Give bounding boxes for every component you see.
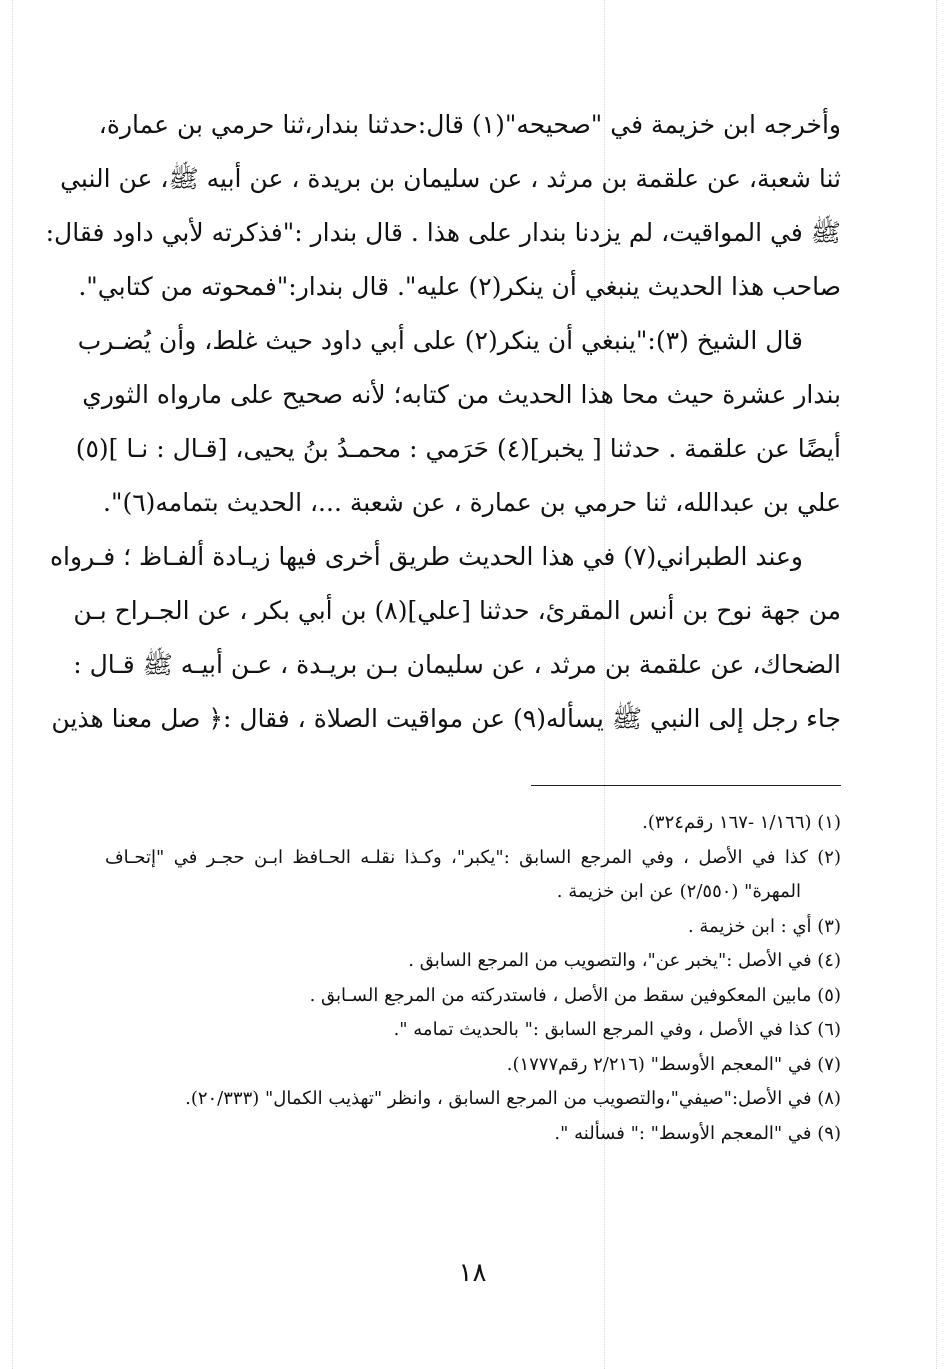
footnotes	[105, 806, 841, 1151]
body-line: صاحب هذا الحديث ينبغي أن ينكر(٢) عليه". قال بندار:"فمحوته من كتابي".	[78, 272, 841, 301]
footnote-item: (١) (١/١٦٦ -١٦٧ رقم٣٢٤).	[642, 812, 841, 833]
body-line: وأخرجه ابن خزيمة في "صحيحه"(١) قال:حدثنا بندار،ثنا حرمي بن عمارة،	[98, 110, 841, 139]
body-line: ثنا شعبة، عن علقمة بن مرثد ، عن سليمان بن بريدة ، عن أبيه ﷺ، عن النبي	[60, 164, 841, 193]
body-line: من جهة نوح بن أنس المقرئ، حدثنا [علي](٨) بن أبي بكر ، عن الجـراح بـن	[73, 596, 841, 625]
footnote-separator	[531, 785, 841, 786]
body-text	[45, 98, 841, 746]
scan-guide-line	[936, 0, 937, 1369]
footnote-item: (٢) كذا في الأصل ، وفي المرجع السابق :"يكبر"، وكـذا نقلـه الحـافظ ابـن حجـر في "إتحـاف	[105, 846, 841, 868]
page-number: ١٨	[458, 1258, 487, 1288]
body-line: بندار عشرة حيث محا هذا الحديث من كتابه؛ لأنه صحيح على مارواه الثوري	[82, 380, 841, 409]
body-line: وعند الطبراني(٧) في هذا الحديث طريق أخرى فيها زيـادة ألفـاظ ؛ فـرواه	[49, 542, 803, 571]
scan-guide-line	[12, 0, 13, 1369]
footnote-item: (٨) في الأصل:"صيفي"،والتصويب من المرجع السابق ، وانظر "تهذيب الكمال" (٢٠/٣٣٣).	[185, 1088, 841, 1109]
body-line: أيضًا عن علقمة . حدثنا [ يخبر](٤) حَرَمي : محمـدُ بنُ يحيى، [قـال : نـا ](٥)	[75, 434, 841, 463]
footnote-item: (٣) أي : ابن خزيمة .	[687, 915, 841, 937]
footnote-item: (٧) في "المعجم الأوسط" (٢/٢١٦ رقم١٧٧٧).	[506, 1053, 841, 1075]
body-line: قال الشيخ (٣):"ينبغي أن ينكر(٢) على أبي داود حيث غلط، وأن يُضـرب	[77, 326, 803, 355]
footnote-item: (٥) مابين المعكوفين سقط من الأصل ، فاستدركته من المرجع السـابق .	[309, 984, 841, 1006]
footnote-continuation: المهرة" (٢/٥٥٠) عن ابن خزيمة .	[556, 881, 801, 902]
body-line: ﷺ في المواقيت، لم يزدنا بندار على هذا . قال بندار :"فذكرته لأبي داود فقال:	[45, 218, 841, 247]
footnote-item: (٦) كذا في الأصل ، وفي المرجع السابق :" بالحديث تمامه ".	[393, 1019, 841, 1040]
footnote-item: (٩) في "المعجم الأوسط" :" فسألنه ".	[554, 1122, 841, 1144]
body-line: الضحاك، عن علقمة بن مرثد ، عن سليمان بـن بريـدة ، عـن أبيـه ﷺ قـال :	[73, 650, 841, 679]
footnote-item: (٤) في الأصل :"يخبر عن"، والتصويب من المرجع السابق .	[408, 950, 841, 971]
body-line: علي بن عبدالله، ثنا حرمي بن عمارة ، عن شعبة ...، الحديث بتمامه(٦)".	[103, 488, 841, 517]
body-line: جاء رجل إلى النبي ﷺ يسأله(٩) عن مواقيت الصلاة ، فقال :﴿ صل معنا هذين	[51, 704, 841, 733]
